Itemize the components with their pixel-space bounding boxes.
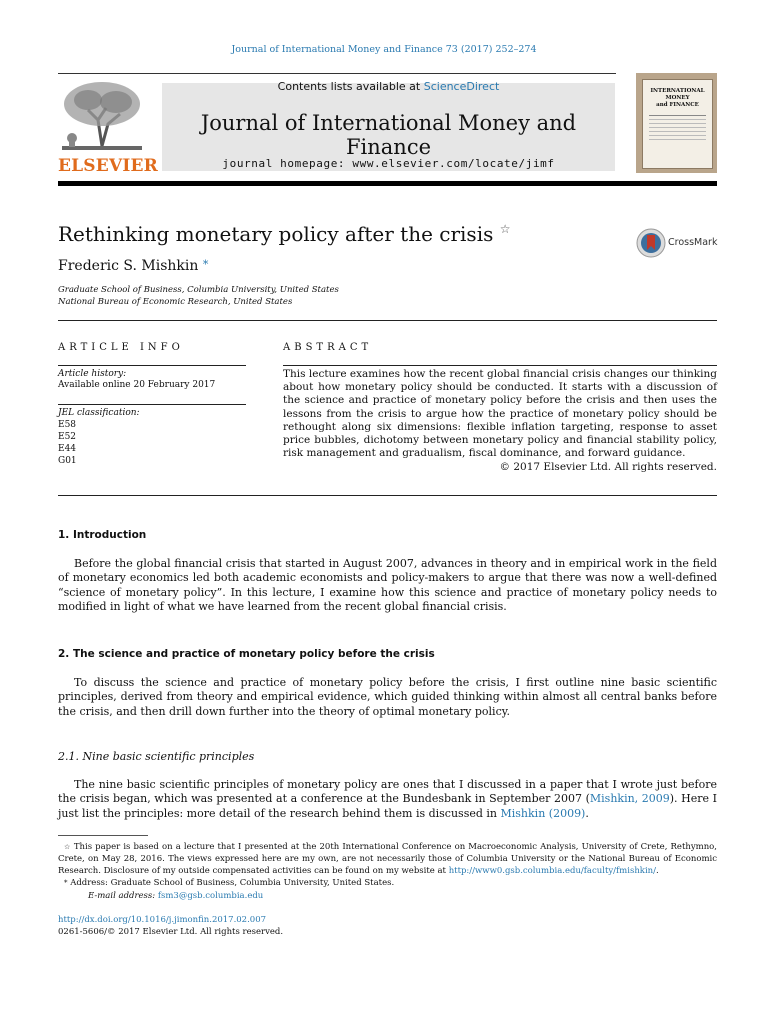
para-text: .	[585, 806, 589, 820]
jel-code: E44	[58, 444, 77, 454]
author-footnote-mark[interactable]: *	[202, 258, 209, 271]
header-rule	[58, 73, 616, 74]
journal-title: Journal of International Money and Finance	[200, 111, 577, 159]
subsection-heading: 2.1. Nine basic scientific principles	[58, 750, 255, 763]
footnote-text: Address: Graduate School of Business, Columbia University, United States.	[70, 878, 395, 888]
contents-prefix: Contents lists available at	[277, 80, 424, 93]
article-title	[58, 222, 510, 246]
abstract-copyright: © 2017 Elsevier Ltd. All rights reserved.	[499, 461, 717, 473]
history-value: Available online 20 February 2017	[58, 380, 216, 390]
journal-cover-image	[636, 73, 717, 173]
info-rule	[58, 365, 246, 366]
cover-title-line: and FINANCE	[656, 102, 699, 108]
footnote-url-link[interactable]: http://www0.gsb.columbia.edu/faculty/fmishkin/	[448, 866, 656, 876]
jel-code: G01	[58, 456, 77, 466]
section2-paragraph: To discuss the science and practice of monetary policy before the crisis, I first outline nine basic scientific principles, derived from theory and empirical evidence, which guided thinking within almost all central banks before the crisis, and then drill down further into the theory of optimal monetary policy.	[58, 676, 717, 718]
divider	[58, 320, 717, 321]
footnote-1	[58, 841, 717, 877]
history-label: Article history:	[58, 369, 127, 379]
footnote-text: This paper is based on a lecture that I presented at the 20th International Conference on Macroeconomic Analysis, University of Crete, Rethymno, Crete, on May 28, 2016. The views expressed here are my own, are not necessarily those of Columbia University or the National Bureau of Economic Research. Disclosure of my outside compensated activities can be found on my website at	[58, 842, 718, 876]
cover-title-line: MONEY	[665, 95, 690, 101]
citation-link[interactable]: Mishkin, 2009	[589, 792, 670, 806]
journal-citation[interactable]: Journal of International Money and Finance 73 (2017) 252–274	[231, 44, 537, 55]
divider	[58, 495, 717, 496]
title-footnote-mark[interactable]: ☆	[499, 222, 511, 236]
header-thick-rule	[58, 181, 717, 186]
intro-paragraph: Before the global financial crisis that started in August 2007, advances in theory and in empirical work in the field of monetary economics led both academic economists and policy-makers to argue that there was now a well-defined “science of monetary policy”. In this lecture, I examine how this science and practice of monetary policy needs to modified in light of what we have learned from the recent global financial crisis.	[58, 557, 717, 613]
doi-link[interactable]: http://dx.doi.org/10.1016/j.jimonfin.2017.02.007	[58, 915, 267, 925]
affiliation-1: Graduate School of Business, Columbia University, United States	[58, 285, 339, 295]
crossmark-icon	[636, 228, 666, 258]
author-line	[58, 258, 208, 274]
crossmark-badge[interactable]	[636, 228, 736, 258]
section-heading: 1. Introduction	[58, 529, 147, 541]
sciencedirect-link[interactable]: ScienceDirect	[423, 80, 500, 93]
publisher-name: ELSEVIER	[58, 156, 158, 176]
journal-homepage[interactable]: journal homepage: www.elsevier.com/locate/jimf	[222, 157, 555, 170]
abstract-text: This lecture examines how the recent global financial crisis changes our thinking about how monetary policy should be conducted. It starts with a discussion of the science and practice of monetary policy before the crisis and then uses the lessons from the crisis to argue how the practice of monetary policy should be rethought along six dimensions: flexible inflation targeting, response to asset price bubbles, dichotomy between monetary policy and financial stability policy, risk management and gradualism, fiscal dominance, and forward guidance.	[283, 368, 717, 460]
footnote-rule	[58, 835, 148, 836]
info-rule	[58, 404, 246, 405]
jel-code: E52	[58, 432, 77, 442]
footnote-mark: *	[64, 879, 68, 887]
abstract-heading: ABSTRACT	[283, 342, 373, 353]
article-title-text: Rethinking monetary policy after the crisis	[58, 222, 494, 246]
subsection-paragraph	[58, 778, 717, 821]
contents-line	[162, 80, 615, 93]
article-info-heading: ARTICLE INFO	[58, 342, 184, 353]
email-line	[58, 890, 717, 902]
jel-code: E58	[58, 420, 77, 430]
footnote-text-end: .	[656, 866, 659, 876]
abstract-rule	[283, 365, 717, 366]
footnote-mark: ☆	[64, 843, 71, 851]
para-text: The nine basic scientific principles of monetary policy are ones that I discussed in a paper that I wrote just before the crisis began, which was presented at a conference at the Bundesbank in September 2007 (	[58, 778, 717, 806]
cover-title-line: INTERNATIONAL	[650, 88, 705, 94]
author-name: Frederic S. Mishkin	[58, 258, 199, 274]
jel-label: JEL classification:	[58, 408, 140, 418]
affiliation-2: National Bureau of Economic Research, United States	[58, 297, 293, 307]
footnote-2	[58, 877, 717, 889]
para-text: ). Here I just list the principles: more detail of the research behind them is discussed in	[58, 792, 717, 820]
crossmark-label: CrossMark	[668, 237, 718, 248]
issn-line: 0261-5606/© 2017 Elsevier Ltd. All rights reserved.	[58, 927, 284, 937]
email-link[interactable]: fsm3@gsb.columbia.edu	[157, 891, 264, 901]
citation-link[interactable]: Mishkin (2009)	[500, 806, 586, 820]
section-heading: 2. The science and practice of monetary policy before the crisis	[58, 648, 435, 660]
email-label: E-mail address:	[88, 891, 156, 901]
